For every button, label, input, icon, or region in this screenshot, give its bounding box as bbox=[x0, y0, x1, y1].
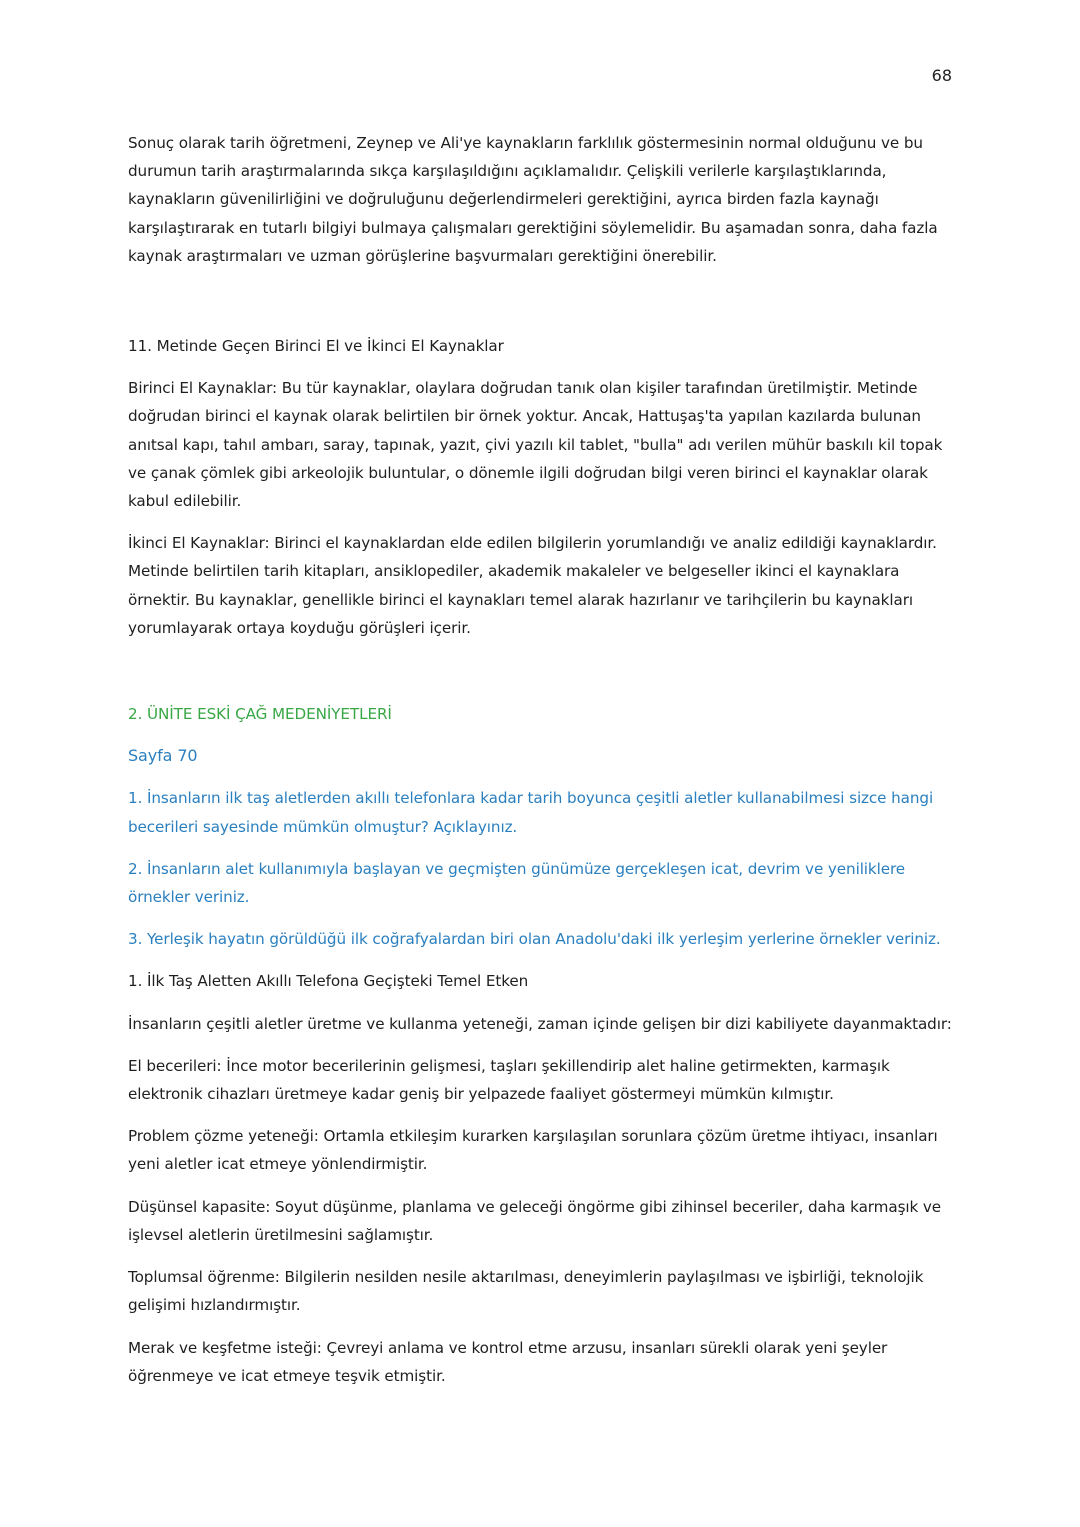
page-number: 68 bbox=[931, 66, 952, 85]
intro-paragraph: Sonuç olarak tarih öğretmeni, Zeynep ve Ali'ye kaynakların farklılık göstermesinin normal olduğunu ve bu durumun tarih araştırmalarında sıkça karşılaşıldığını açıklamalıdır. Çelişkili verilerle karşılaştıklarında, kaynakların güvenilirliğini ve doğruluğunu değerlendirmeleri gerektiğini, ayrıca birden fazla kaynağı karşılaştırarak en tutarlı bilgiyi bulmaya çalışmaları gerektiğini söylemelidir. Bu aşamadan sonra, daha fazla kaynak araştırmaları ve uzman görüşlerine başvurmaları gerektiğini önerebilir. bbox=[128, 134, 938, 265]
primary-sources-paragraph: Birinci El Kaynaklar: Bu tür kaynaklar, olaylara doğrudan tanık olan kişiler tarafından üretilmiştir. Metinde doğrudan birinci el kaynak olarak belirtilen bir örnek yoktur. Ancak, Hattuşaş'ta yapılan kazılarda bulunan anıtsal kapı, tahıl ambarı, saray, tapınak, yazıt, çivi yazılı kil tablet, "bulla" adı verilen mühür baskılı kil topak ve çanak çömlek gibi arkeolojik buluntular, o dönemle ilgili doğrudan bilgi veren birinci el kaynaklar olarak kabul edilebilir. bbox=[128, 379, 943, 511]
question-2: 2. İnsanların alet kullanımıyla başlayan ve geçmişten günümüze gerçekleşen icat, devrim ve yeniliklere örnekler veriniz. bbox=[128, 859, 906, 907]
answer-1-intro: İnsanların çeşitli aletler üretme ve kullanma yeteneği, zaman içinde gelişen bir dizi kabiliyete dayanmaktadır: bbox=[128, 1014, 952, 1033]
document-body bbox=[128, 129, 958, 1390]
question-1: 1. İnsanların ilk taş aletlerden akıllı telefonlara kadar tarih boyunca çeşitli aletler kullanabilmesi sizce hangi becerileri sayesinde mümkün olmuştur? Açıklayınız. bbox=[128, 789, 934, 836]
answer-point-curiosity: Merak ve keşfetme isteği: Çevreyi anlama ve kontrol etme arzusu, insanları sürekli olarak yeni şeyler öğrenmeye ve icat etmeye teşvik etmiştir. bbox=[128, 1338, 888, 1385]
page-reference: Sayfa 70 bbox=[128, 746, 198, 766]
answer-point-hand-skills: El becerileri: İnce motor becerilerinin gelişmesi, taşları şekillendirip alet haline getirmekten, karmaşık elektronik cihazları üretmeye kadar geniş bir yelpazede faaliyet göstermeyi mümkün kılmıştır. bbox=[128, 1056, 890, 1104]
unit-title: 2. ÜNİTE ESKİ ÇAĞ MEDENİYETLERİ bbox=[128, 705, 392, 724]
section-11-heading: 11. Metinde Geçen Birinci El ve İkinci El Kaynaklar bbox=[128, 337, 504, 356]
question-3: 3. Yerleşik hayatın görüldüğü ilk coğrafyalardan biri olan Anadolu'daki ilk yerleşim yerlerine örnekler veriniz. bbox=[128, 930, 941, 949]
answer-point-cognitive-capacity: Düşünsel kapasite: Soyut düşünme, planlama ve geleceği öngörme gibi zihinsel beceriler, daha karmaşık ve işlevsel aletlerin üretilmesini sağlamıştır. bbox=[128, 1197, 942, 1244]
answer-point-social-learning: Toplumsal öğrenme: Bilgilerin nesilden nesile aktarılması, deneyimlerin paylaşılması ve işbirliği, teknolojik gelişimi hızlandırmıştır. bbox=[128, 1268, 924, 1315]
answer-1-heading: 1. İlk Taş Aletten Akıllı Telefona Geçişteki Temel Etken bbox=[128, 972, 529, 991]
answer-point-problem-solving: Problem çözme yeteneği: Ortamla etkileşim kurarken karşılaşılan sorunlara çözüm üretme ihtiyacı, insanları yeni aletler icat etmeye yönlendirmiştir. bbox=[128, 1127, 938, 1174]
secondary-sources-paragraph: İkinci El Kaynaklar: Birinci el kaynaklardan elde edilen bilgilerin yorumlandığı ve analiz edildiği kaynaklardır. Metinde belirtilen tarih kitapları, ansiklopediler, akademik makaleler ve belgeseller ikinci el kaynaklara örnektir. Bu kaynaklar, genellikle birinci el kaynakları temel alarak hazırlanır ve tarihçilerin bu kaynakları yorumlayarak ortaya koyduğu görüşleri içerir. bbox=[128, 534, 937, 637]
